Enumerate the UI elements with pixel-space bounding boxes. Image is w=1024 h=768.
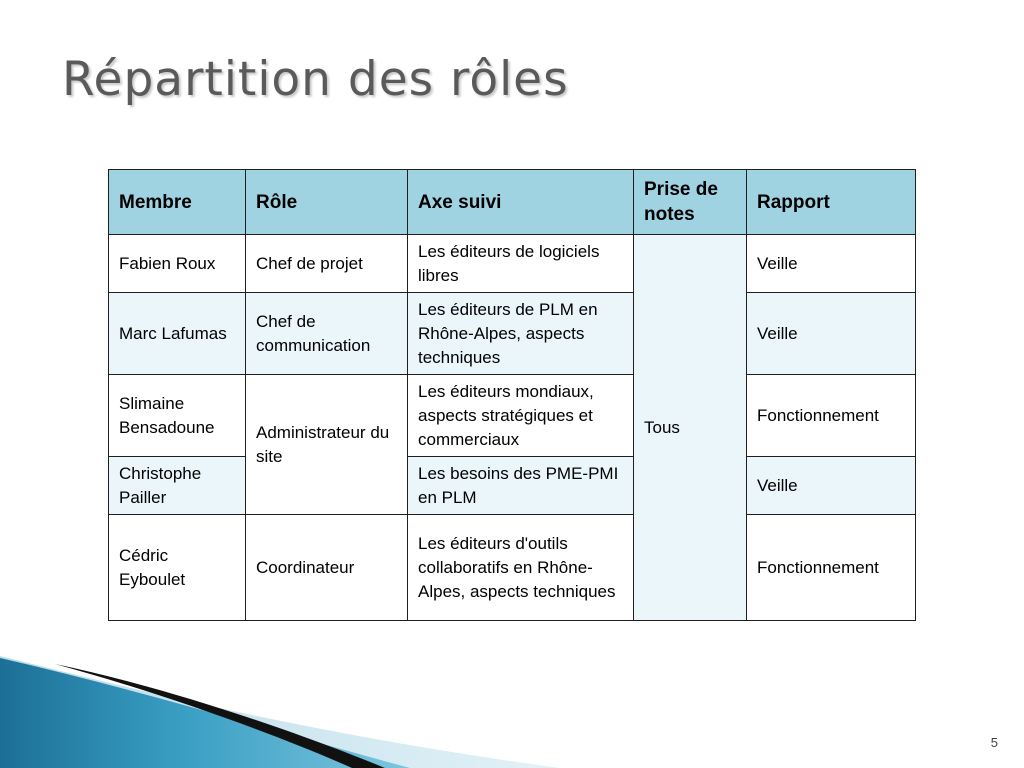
cell-membre: Marc Lafumas: [109, 293, 246, 375]
page-number: 5: [990, 735, 998, 750]
cell-membre: Christophe Pailler: [109, 457, 246, 515]
cell-rapport: Veille: [747, 293, 916, 375]
table-row: [109, 375, 916, 457]
cell-role: Administrateur du site: [246, 375, 408, 515]
cell-rapport: Veille: [747, 457, 916, 515]
swoosh-blue-band: [0, 658, 410, 768]
cell-rapport: Fonctionnement: [747, 375, 916, 457]
footer-swoosh-decoration: [0, 638, 1024, 768]
cell-axe-suivi: Les éditeurs d'outils collaboratifs en Rhône-Alpes, aspects techniques: [408, 515, 634, 621]
table-row: [109, 235, 916, 293]
cell-membre: Cédric Eyboulet: [109, 515, 246, 621]
header-axe-suivi: Axe suivi: [408, 170, 634, 235]
header-rapport: Rapport: [747, 170, 916, 235]
cell-membre: Slimaine Bensadoune: [109, 375, 246, 457]
cell-role: Chef de projet: [246, 235, 408, 293]
header-membre: Membre: [109, 170, 246, 235]
cell-rapport: Fonctionnement: [747, 515, 916, 621]
header-prise-de-notes: Prise de notes: [634, 170, 747, 235]
table-header-row: [109, 170, 916, 235]
cell-role: Chef de communication: [246, 293, 408, 375]
cell-axe-suivi: Les éditeurs mondiaux, aspects stratégiques et commerciaux: [408, 375, 634, 457]
table-row: [109, 515, 916, 621]
table-row: [109, 293, 916, 375]
table-row: [109, 457, 916, 515]
cell-axe-suivi: Les besoins des PME-PMI en PLM: [408, 457, 634, 515]
cell-axe-suivi: Les éditeurs de PLM en Rhône-Alpes, aspects techniques: [408, 293, 634, 375]
cell-axe-suivi: Les éditeurs de logiciels libres: [408, 235, 634, 293]
cell-role: Coordinateur: [246, 515, 408, 621]
roles-table: [108, 169, 916, 621]
cell-membre: Fabien Roux: [109, 235, 246, 293]
header-role: Rôle: [246, 170, 408, 235]
slide-title: Répartition des rôles: [62, 52, 569, 107]
cell-rapport: Veille: [747, 235, 916, 293]
cell-prise-de-notes: Tous: [634, 235, 747, 621]
